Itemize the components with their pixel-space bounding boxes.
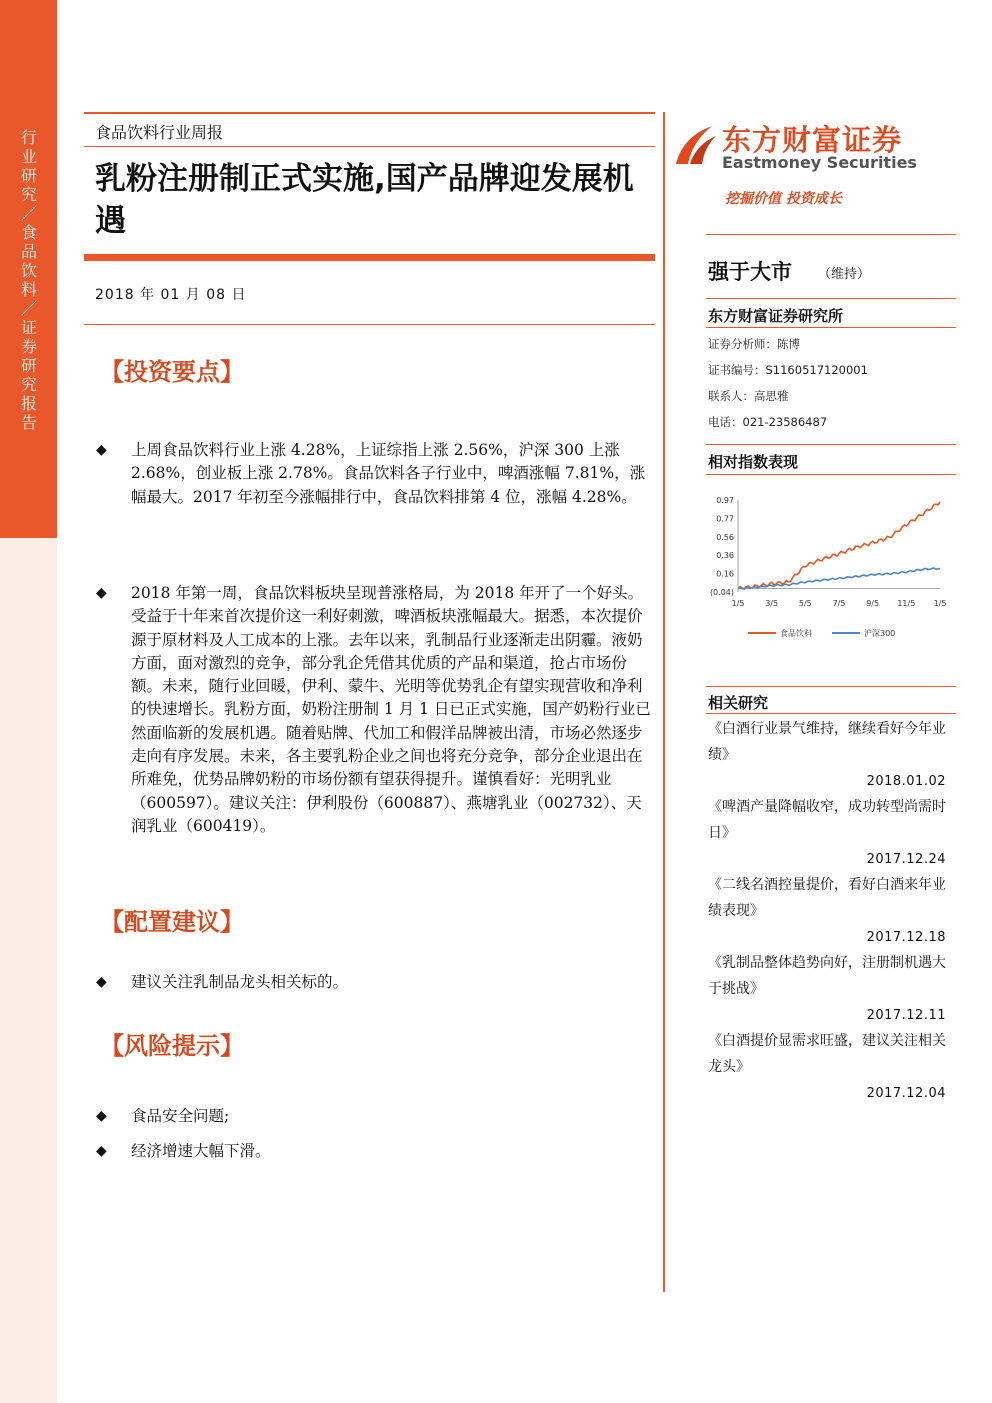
diamond-bullet-icon: ◆ — [96, 442, 107, 458]
legend-label: 沪深300 — [864, 629, 896, 638]
x-tick-label: 5/5 — [798, 599, 812, 608]
header-rule-mid — [84, 146, 655, 147]
right-rule — [706, 686, 956, 687]
related-report-date: 2017.12.18 — [866, 930, 946, 945]
bullet-text: 2018 年第一周，食品饮料板块呈现普涨格局，为 2018 年开了一个好头。受益于十年来首次提价这一利好刺激，啤酒板块涨幅最大。据悉，本次提价源于原材料及人工成本的上涨。去年以来，乳制品行业逐渐走出阴霾。液奶方面，面对激烈的竞争，部分乳企凭借其优质的产品和渠道，抢占市场份额。未来，随行业回暖，伊利、蒙牛、光明等优势乳企有望实现营收和净利的快速增长。乳粉方面，奶粉注册制 1 月 1 日已正式实施，国产奶粉行业已然面临新的发展机遇。随着贴牌、代加工和假洋品牌被出清，市场必然逐步走向有序发展。未来，各主要乳粉企业之间也将充分竞争，部分企业退出在所难免，优势品牌奶粉的市场份额有望获得提升。谨慎看好：光明乳业（600597）。建议关注：伊利股份（600887）、燕塘乳业（002732）、天润乳业（600419）。 — [131, 584, 651, 835]
title-rule — [84, 254, 655, 261]
license: 证书编号：S1160517120001 — [708, 363, 868, 377]
y-tick-label: 0.56 — [716, 532, 734, 542]
section-title-allocation: 【配置建议】 — [100, 907, 244, 936]
related-report-date: 2018.01.02 — [866, 774, 946, 789]
y-tick-label: 0.97 — [716, 496, 734, 505]
bullet-item — [96, 971, 651, 994]
bullet-text: 建议关注乳制品龙头相关标的。 — [131, 973, 349, 991]
related-report-link[interactable]: 《啤酒产量降幅收窄，成功转型尚需时日》 — [708, 799, 946, 841]
y-tick-label: (0.04) — [709, 588, 734, 597]
bullet-text: 经济增速大幅下滑。 — [131, 1142, 271, 1160]
page-title: 乳粉注册制正式实施,国产品牌迎发展机遇 — [95, 161, 634, 239]
relative-performance-chart — [700, 488, 956, 648]
related-report-date: 2017.12.24 — [866, 852, 946, 867]
diamond-bullet-icon: ◆ — [96, 974, 107, 990]
right-rule — [706, 444, 956, 445]
diamond-bullet-icon: ◆ — [96, 585, 107, 601]
x-tick-label: 11/5 — [897, 599, 916, 608]
related-report-link[interactable]: 《乳制品整体趋势向好，注册制机遇大于挑战》 — [708, 955, 946, 997]
bullet-item — [96, 439, 651, 509]
related-report-link[interactable]: 《二线名酒控量提价，看好白酒来年业绩表现》 — [708, 877, 946, 919]
series-line — [738, 502, 940, 589]
bullet-item — [96, 1105, 651, 1128]
rating: 强于大市 — [708, 260, 792, 284]
right-rule — [706, 713, 956, 714]
section-title-investment-points: 【投资要点】 — [100, 357, 244, 386]
company-logo — [672, 116, 922, 176]
slogan: 挖掘价值 投资成长 — [725, 191, 842, 207]
side-category-label: 行业研究／食品饮料／证券研究报告 — [20, 128, 37, 432]
bullet-text: 食品安全问题; — [131, 1107, 230, 1125]
institute-name: 东方财富证券研究所 — [708, 307, 844, 325]
chart-section-title: 相对指数表现 — [708, 453, 799, 471]
section-title-risk: 【风险提示】 — [100, 1031, 244, 1060]
right-rule — [706, 327, 956, 328]
y-tick-label: 0.16 — [716, 569, 734, 579]
phone: 电话：021-23586487 — [708, 415, 828, 429]
x-tick-label: 9/5 — [866, 599, 880, 608]
x-tick-label: 1/5 — [933, 599, 947, 608]
bullet-item — [96, 582, 651, 838]
date-rule — [84, 324, 655, 325]
diamond-bullet-icon: ◆ — [96, 1108, 107, 1124]
y-tick-label: 0.77 — [716, 514, 734, 524]
column-divider — [663, 112, 665, 1292]
right-rule — [706, 474, 956, 475]
related-report-link[interactable]: 《白酒提价显需求旺盛，建议关注相关龙头》 — [708, 1033, 946, 1075]
x-tick-label: 7/5 — [832, 599, 846, 608]
rating-sub: （维持） — [818, 267, 871, 282]
logo-text-cn: 东方财富证券 — [722, 123, 903, 157]
related-research-title: 相关研究 — [708, 694, 769, 712]
related-report-link[interactable]: 《白酒行业景气维持，继续看好今年业绩》 — [708, 721, 946, 763]
logo-mark-icon — [672, 120, 718, 170]
right-rule — [706, 298, 956, 299]
analyst: 证券分析师：陈博 — [708, 337, 800, 351]
header-rule-top — [84, 112, 655, 114]
y-tick-label: 0.36 — [716, 551, 734, 561]
x-tick-label: 1/5 — [731, 599, 745, 608]
x-tick-label: 3/5 — [765, 599, 779, 608]
report-type: 食品饮料行业周报 — [95, 123, 224, 142]
series-line — [738, 568, 940, 589]
right-rule — [706, 234, 956, 235]
bullet-text: 上周食品饮料行业上涨 4.28%，上证综指上涨 2.56%，沪深 300 上涨 2.68%，创业板上涨 2.78%。食品饮料各子行业中，啤酒涨幅 7.81%，涨幅最大。2017 年初至今涨幅排行中，食品饮料排第 4 位，涨幅 4.28%。 — [131, 441, 646, 506]
report-date: 2018 年 01 月 08 日 — [95, 287, 247, 303]
logo-text-en: Eastmoney Securities — [722, 153, 917, 172]
diamond-bullet-icon: ◆ — [96, 1143, 107, 1159]
related-report-date: 2017.12.11 — [866, 1008, 946, 1023]
bullet-item — [96, 1140, 651, 1163]
contact: 联系人：高思雅 — [708, 389, 789, 403]
related-report-date: 2017.12.04 — [866, 1086, 946, 1101]
legend-label: 食品饮料 — [780, 629, 812, 638]
